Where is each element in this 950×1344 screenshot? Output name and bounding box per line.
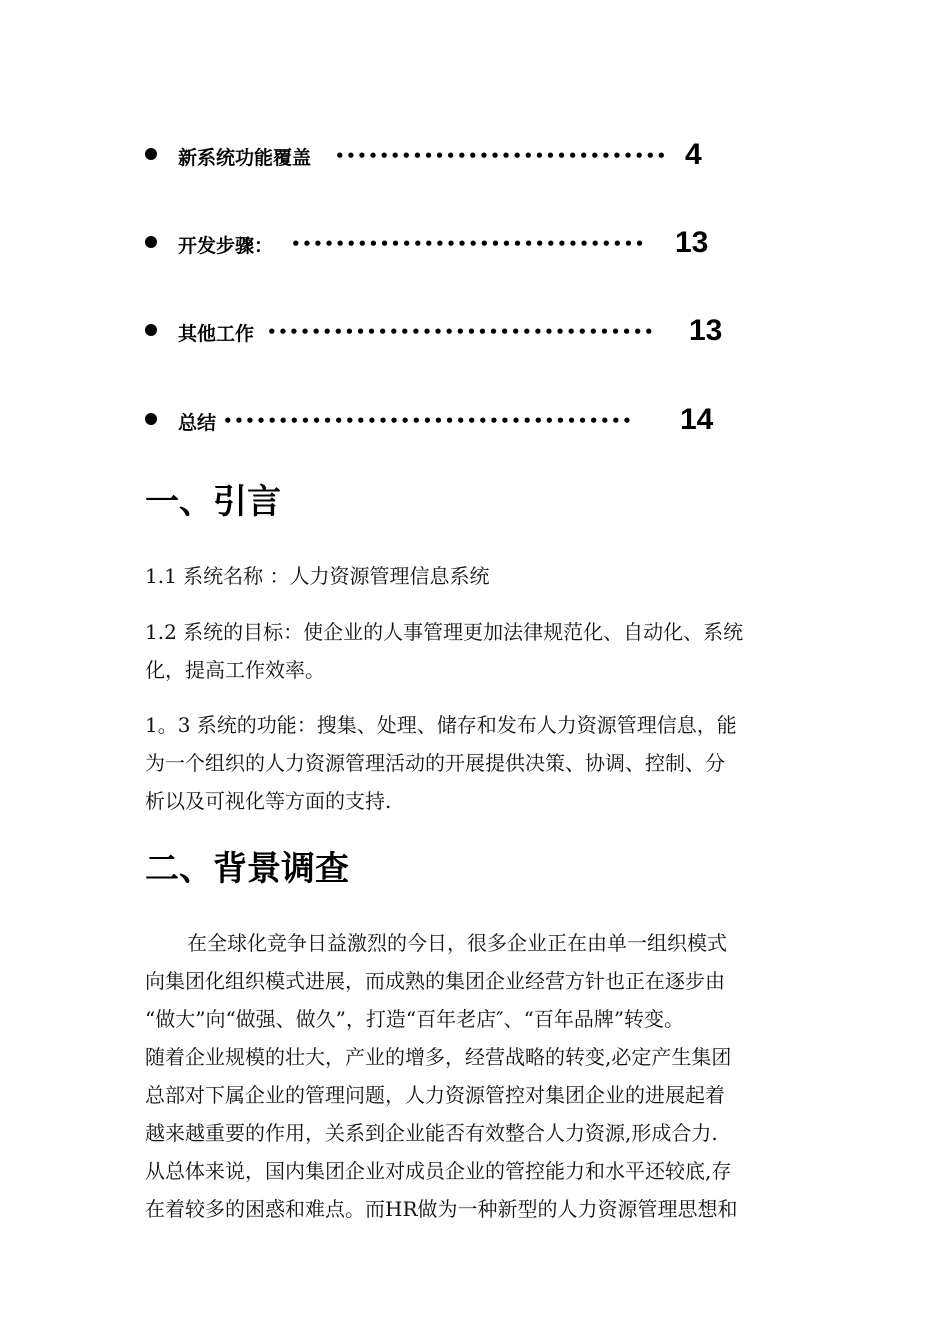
text-line: 1.2 系统的目标：使企业的人事管理更加法律规范化、自动化、系统	[145, 620, 744, 644]
text-line: 1。3 系统的功能：搜集、处理、储存和发布人力资源管理信息，能	[145, 713, 737, 737]
section-heading-background: 二、背景调查	[145, 849, 349, 889]
toc-entry[interactable]	[145, 395, 725, 435]
toc-leader-dots: •••••••••••••••••••••••••••••••••••••	[223, 412, 634, 430]
section-heading-introduction: 一、引言	[145, 482, 281, 522]
text-line: 向集团化组织模式进展，而成熟的集团企业经营方针也正在逐步由	[145, 969, 725, 993]
text-line: 总部对下属企业的管理问题，人力资源管控对集团企业的进展起着	[145, 1083, 725, 1107]
text-line: 化，提高工作效率。	[145, 658, 325, 682]
bullet-icon	[145, 236, 157, 248]
text-line: 1.1 系统名称 ：人力资源管理信息系统	[145, 564, 490, 588]
toc-entry-label: 新系统功能覆盖	[178, 147, 312, 169]
text-line: 析以及可视化等方面的支持.	[145, 789, 392, 813]
text-line: 随着企业规模的壮大，产业的增多，经营战略的转变,必定产生集团	[145, 1045, 732, 1069]
toc-leader-dots: ••••••••••••••••••••••••••••••••	[291, 235, 646, 253]
toc-leader-dots: ••••••••••••••••••••••••••••••	[335, 147, 668, 165]
toc-entry-page: 13	[675, 226, 709, 259]
toc-entry-page: 4	[685, 138, 702, 171]
toc-entry[interactable]	[145, 130, 715, 170]
paragraph-background	[145, 924, 825, 1228]
text-line: 越来越重要的作用，关系到企业能否有效整合人力资源,形成合力.	[145, 1121, 718, 1145]
toc-entry[interactable]	[145, 306, 735, 346]
text-line: 在全球化竞争日益激烈的今日，很多企业正在由单一组织模式	[187, 931, 727, 955]
toc-entry[interactable]	[145, 218, 715, 258]
text-line: 为一个组织的人力资源管理活动的开展提供决策、协调、控制、分	[145, 751, 725, 775]
toc-entry-label: 其他工作	[178, 323, 255, 345]
toc-entry-label: 总结	[178, 412, 217, 434]
text-line: 在着较多的困惑和难点。而HR做为一种新型的人力资源管理思想和	[145, 1197, 738, 1221]
toc-leader-dots: •••••••••••••••••••••••••••••••••••	[267, 323, 656, 341]
toc-entry-label: 开发步骤：	[178, 235, 274, 257]
bullet-icon	[145, 324, 157, 336]
bullet-icon	[145, 413, 157, 425]
paragraph-system-function	[145, 706, 825, 820]
toc-entry-page: 14	[680, 403, 714, 436]
paragraph-system-name	[145, 557, 825, 595]
paragraph-system-goal	[145, 613, 825, 689]
toc-entry-page: 13	[689, 314, 723, 347]
text-line: “做大”向“做强、做久”，打造“百年老店″、“百年品牌”转变。	[145, 1007, 685, 1031]
text-line: 从总体来说，国内集团企业对成员企业的管控能力和水平还较底,存	[145, 1159, 732, 1183]
bullet-icon	[145, 148, 157, 160]
